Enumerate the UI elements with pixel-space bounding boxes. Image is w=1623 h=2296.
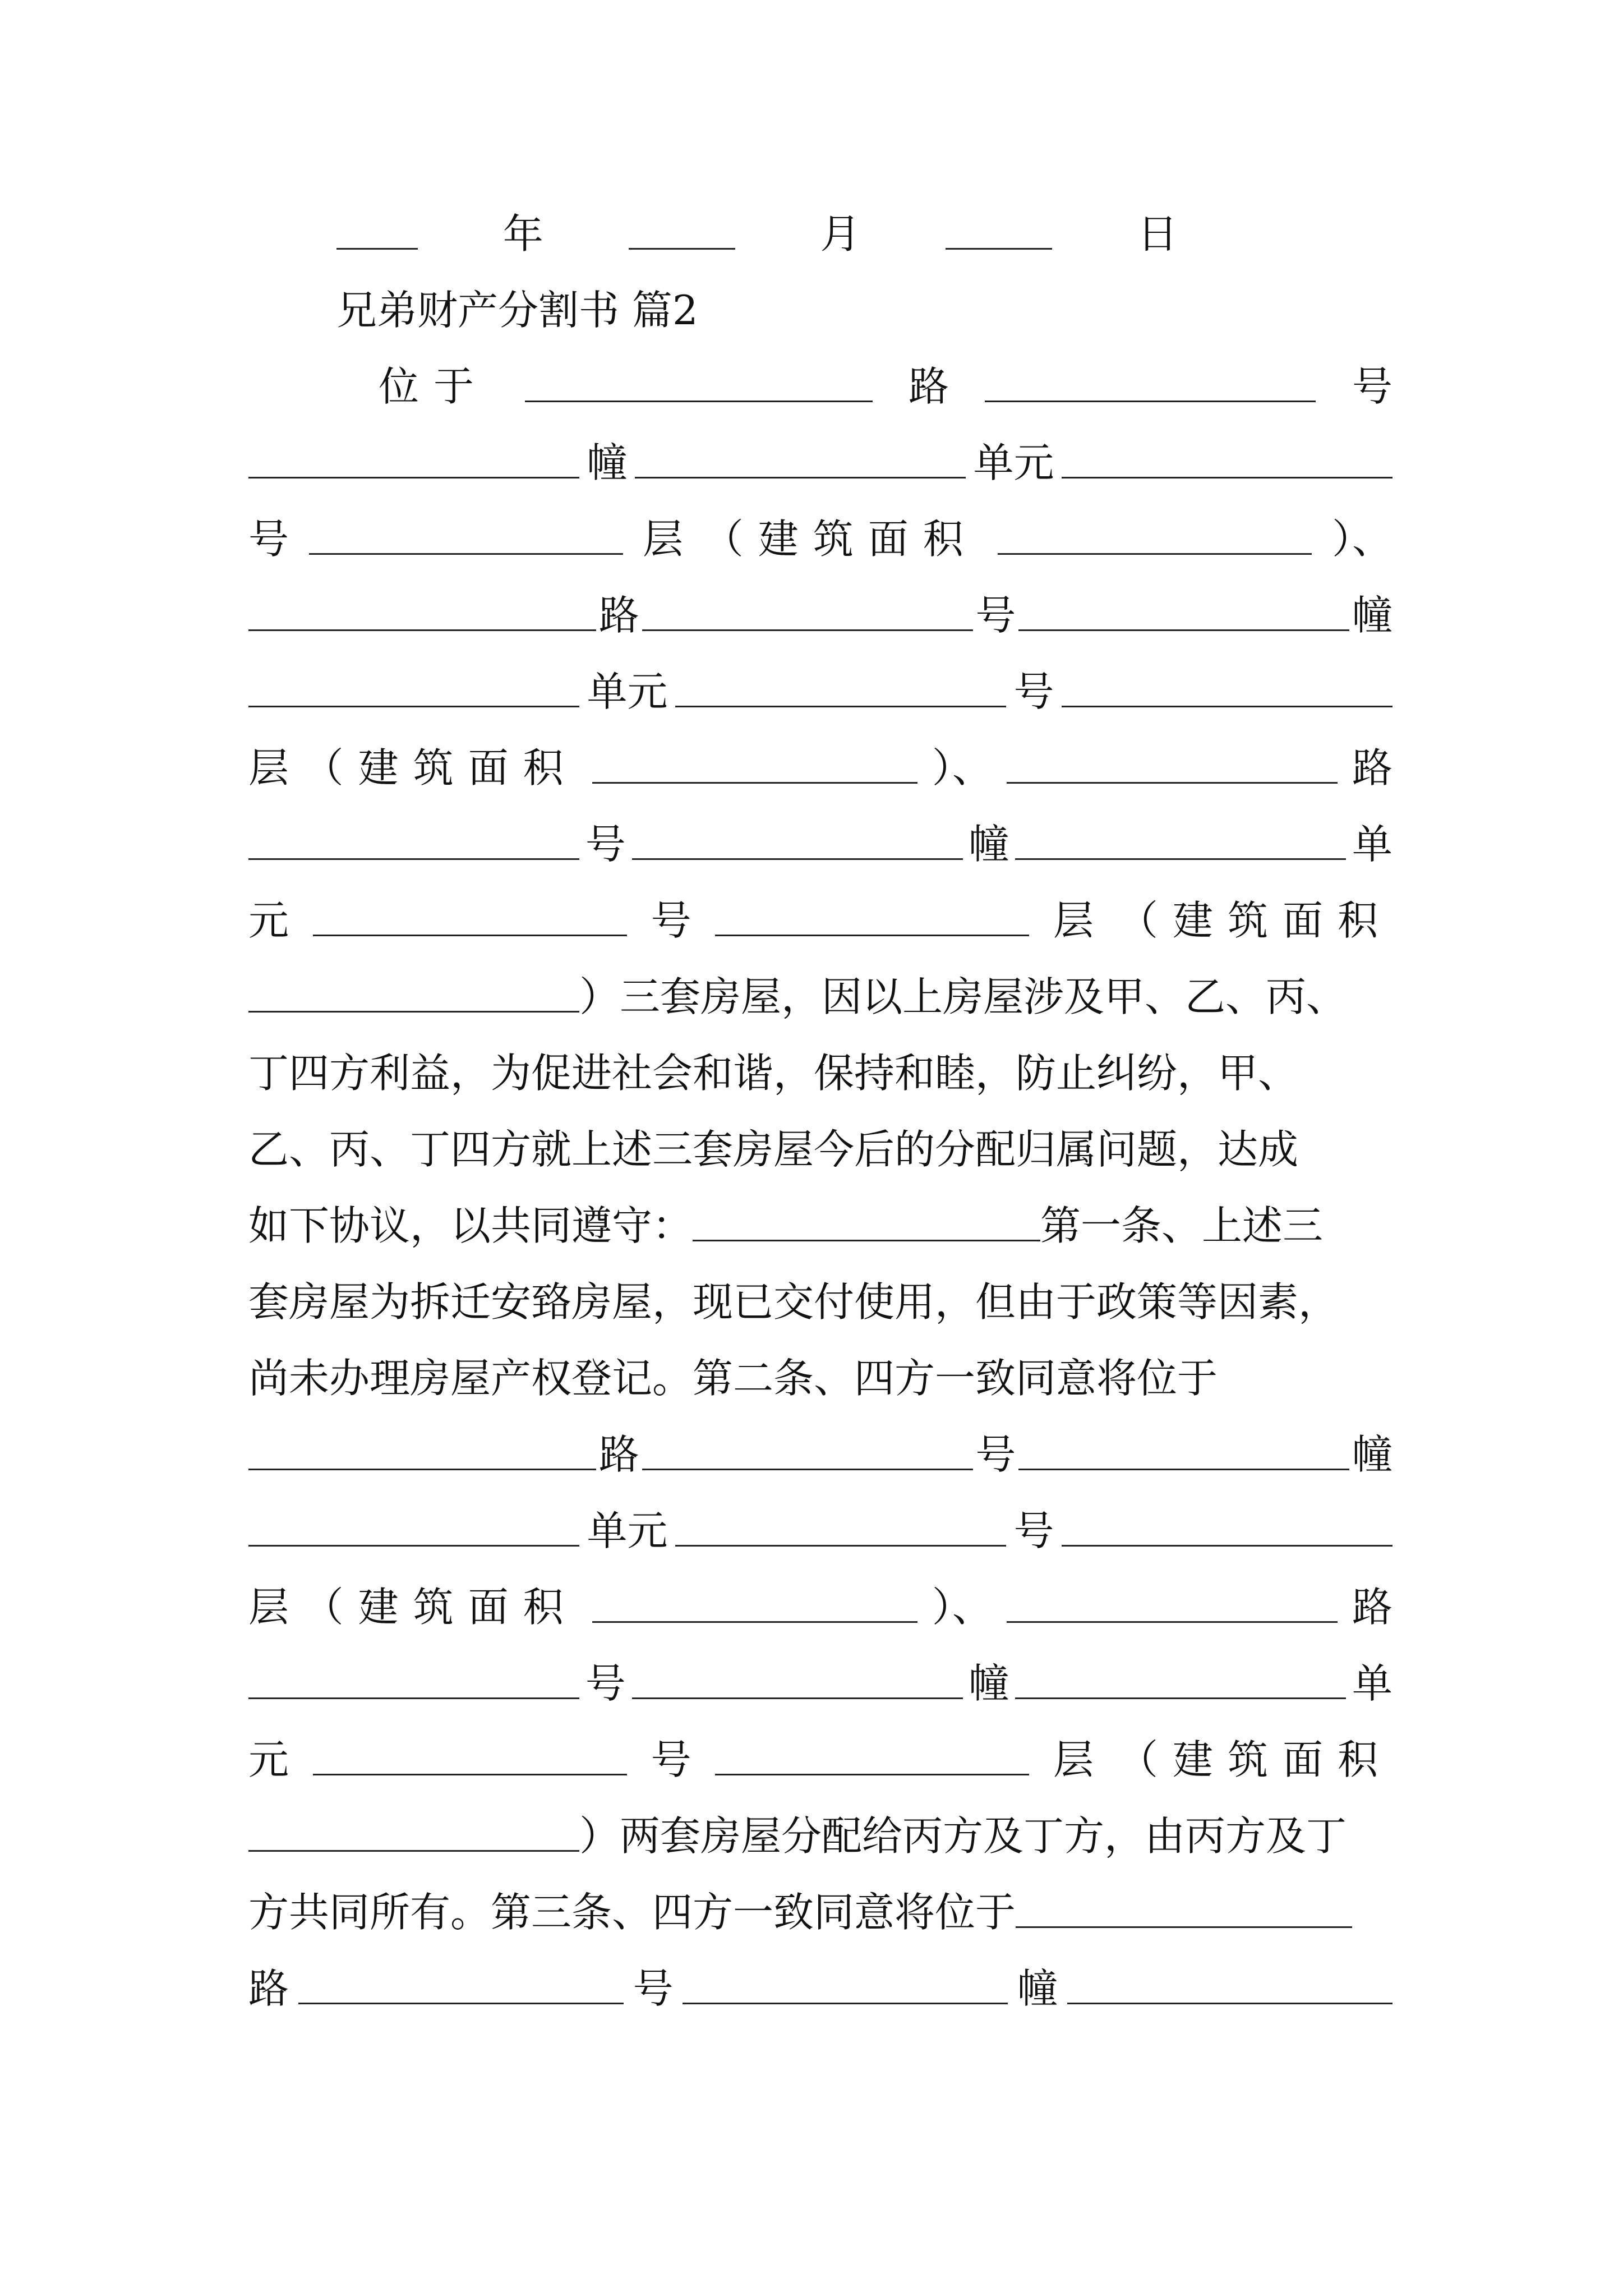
fill-blank: [592, 782, 917, 784]
fill-blank: [1062, 706, 1393, 707]
fill-blank: [632, 858, 963, 860]
number-label: 号: [651, 1736, 691, 1783]
building-label: 幢: [1352, 592, 1393, 639]
location-intro: 位于: [379, 363, 489, 410]
fill-blank: [1018, 629, 1349, 631]
fill-blank: [642, 629, 973, 631]
text-line-18: [248, 1653, 1393, 1714]
text-line-4: [248, 585, 1393, 646]
area-close: ）: [579, 1812, 620, 1860]
area-label: （建筑面积: [1117, 897, 1393, 944]
text-line-13: [248, 1271, 1393, 1333]
fill-blank: [1062, 477, 1393, 478]
fill-blank: [525, 401, 873, 402]
paragraph-text: 乙、丙、丁四方就上述三套房屋今后的分配归属问题，达成: [248, 1126, 1299, 1173]
unit-label-part: 元: [248, 897, 289, 944]
building-label: 幢: [587, 439, 628, 486]
number-label: 号: [975, 1431, 1016, 1478]
year-label: 年: [502, 210, 543, 257]
fill-blank: [1007, 1621, 1338, 1623]
area-label: （建筑面积: [303, 744, 578, 792]
text-line-10: [248, 1042, 1393, 1104]
paragraph-text: 方共同所有。第三条、四方一致同意将位于: [248, 1889, 1016, 1936]
fill-blank: [1016, 1926, 1352, 1928]
number-label: 号: [1013, 1507, 1054, 1554]
area-label: （建筑面积: [703, 516, 978, 563]
number-label: 号: [248, 516, 289, 563]
text-line-1: [379, 356, 1393, 417]
text-line-5: [248, 661, 1393, 723]
road-label: 路: [598, 592, 639, 639]
fill-blank: [998, 553, 1312, 555]
road-label: 路: [908, 363, 949, 410]
text-line-9: [248, 966, 1393, 1028]
fill-blank: [248, 1850, 579, 1852]
floor-label: 层: [248, 744, 289, 792]
fill-blank: [592, 1621, 917, 1623]
fill-blank: [635, 477, 966, 478]
fill-blank: [675, 1545, 1006, 1547]
fill-blank: [1015, 858, 1346, 860]
fill-blank: [248, 629, 596, 631]
floor-label: 层: [248, 1584, 289, 1631]
unit-label-part: 单: [1352, 1660, 1393, 1707]
paragraph-text: 两套房屋分配给丙方及丁方，由丙方及丁: [620, 1812, 1347, 1860]
building-label: 幢: [969, 821, 1009, 868]
road-label: 路: [1352, 744, 1393, 792]
fill-blank: [298, 2003, 624, 2004]
paragraph-text: 三套房屋，因以上房屋涉及甲、乙、丙、: [620, 973, 1347, 1020]
fill-blank: [313, 935, 627, 936]
text-line-8: [248, 890, 1393, 951]
fill-blank: [675, 706, 1006, 707]
unit-label: 单元: [973, 439, 1054, 486]
paragraph-text: 套房屋为拆迁安臵房屋，现已交付使用，但由于政策等因素，: [248, 1278, 1339, 1326]
text-line-20: [248, 1805, 1393, 1867]
fill-blank: [248, 1011, 579, 1013]
month-blank: [629, 248, 735, 250]
text-line-19: [248, 1729, 1393, 1791]
heading-text: 兄弟财产分割书 篇2: [336, 287, 698, 334]
fill-blank: [1062, 1545, 1393, 1547]
fill-blank: [642, 1469, 973, 1470]
fill-blank: [985, 401, 1316, 402]
area-close: ）、: [932, 744, 993, 792]
text-line-12: [248, 1195, 1393, 1257]
paragraph-text: 如下协议，以共同遵守：: [248, 1202, 693, 1249]
text-line-3: [248, 508, 1393, 570]
text-line-17: [248, 1576, 1393, 1638]
text-line-22: [248, 1958, 1393, 2019]
floor-label: 层: [643, 516, 684, 563]
text-line-15: [248, 1424, 1393, 1485]
road-label: 路: [598, 1431, 639, 1478]
text-line-6: [248, 737, 1393, 799]
day-label: 日: [1137, 210, 1178, 257]
floor-label: 层: [1053, 1736, 1094, 1783]
fill-blank: [248, 858, 579, 860]
number-label: 号: [1013, 668, 1054, 715]
building-label: 幢: [1017, 1965, 1058, 2012]
area-close: ）: [579, 973, 620, 1020]
paragraph-text: 第一条、上述三: [1040, 1202, 1324, 1249]
fill-blank: [248, 477, 579, 478]
fill-blank: [309, 553, 623, 555]
paragraph-text: 尚未办理房屋产权登记。第二条、四方一致同意将位于: [248, 1355, 1218, 1402]
unit-label-part: 单: [1352, 821, 1393, 868]
number-label: 号: [1352, 363, 1393, 410]
day-blank: [946, 248, 1052, 250]
text-line-11: [248, 1119, 1393, 1180]
fill-blank: [248, 1697, 579, 1699]
unit-label: 单元: [587, 668, 668, 715]
text-line-16: [248, 1500, 1393, 1562]
number-label: 号: [975, 592, 1016, 639]
floor-label: 层: [1053, 897, 1094, 944]
fill-blank: [313, 1774, 627, 1775]
text-line-21: [248, 1881, 1393, 1943]
fill-blank: [683, 2003, 1008, 2004]
number-label: 号: [633, 1965, 674, 2012]
road-label: 路: [248, 1965, 289, 2012]
building-label: 幢: [969, 1660, 1009, 1707]
fill-blank: [248, 1545, 579, 1547]
area-label: （建筑面积: [1117, 1736, 1393, 1783]
document-heading: [336, 279, 1122, 341]
month-label: 月: [820, 210, 861, 257]
text-line-2: [248, 432, 1393, 494]
fill-blank: [1067, 2003, 1393, 2004]
area-close: ）、: [932, 1584, 993, 1631]
building-label: 幢: [1352, 1431, 1393, 1478]
road-label: 路: [1352, 1584, 1393, 1631]
text-line-14: [248, 1347, 1393, 1409]
text-line-7: [248, 813, 1393, 875]
area-close: ）、: [1331, 516, 1393, 563]
number-label: 号: [651, 897, 691, 944]
unit-label: 单元: [587, 1507, 668, 1554]
fill-blank: [248, 706, 579, 707]
fill-blank: [715, 1774, 1029, 1775]
fill-blank: [1018, 1469, 1349, 1470]
year-blank: [336, 248, 418, 250]
fill-blank: [693, 1240, 1040, 1241]
paragraph-text: 丁四方利益，为促进社会和谐，保持和睦，防止纠纷，甲、: [248, 1050, 1299, 1097]
unit-label-part: 元: [248, 1736, 289, 1783]
fill-blank: [1015, 1697, 1346, 1699]
fill-blank: [632, 1697, 963, 1699]
fill-blank: [1007, 782, 1338, 784]
number-label: 号: [585, 1660, 626, 1707]
number-label: 号: [585, 821, 626, 868]
date-line: [336, 203, 1178, 265]
area-label: （建筑面积: [303, 1584, 578, 1631]
fill-blank: [248, 1469, 596, 1470]
fill-blank: [715, 935, 1029, 936]
